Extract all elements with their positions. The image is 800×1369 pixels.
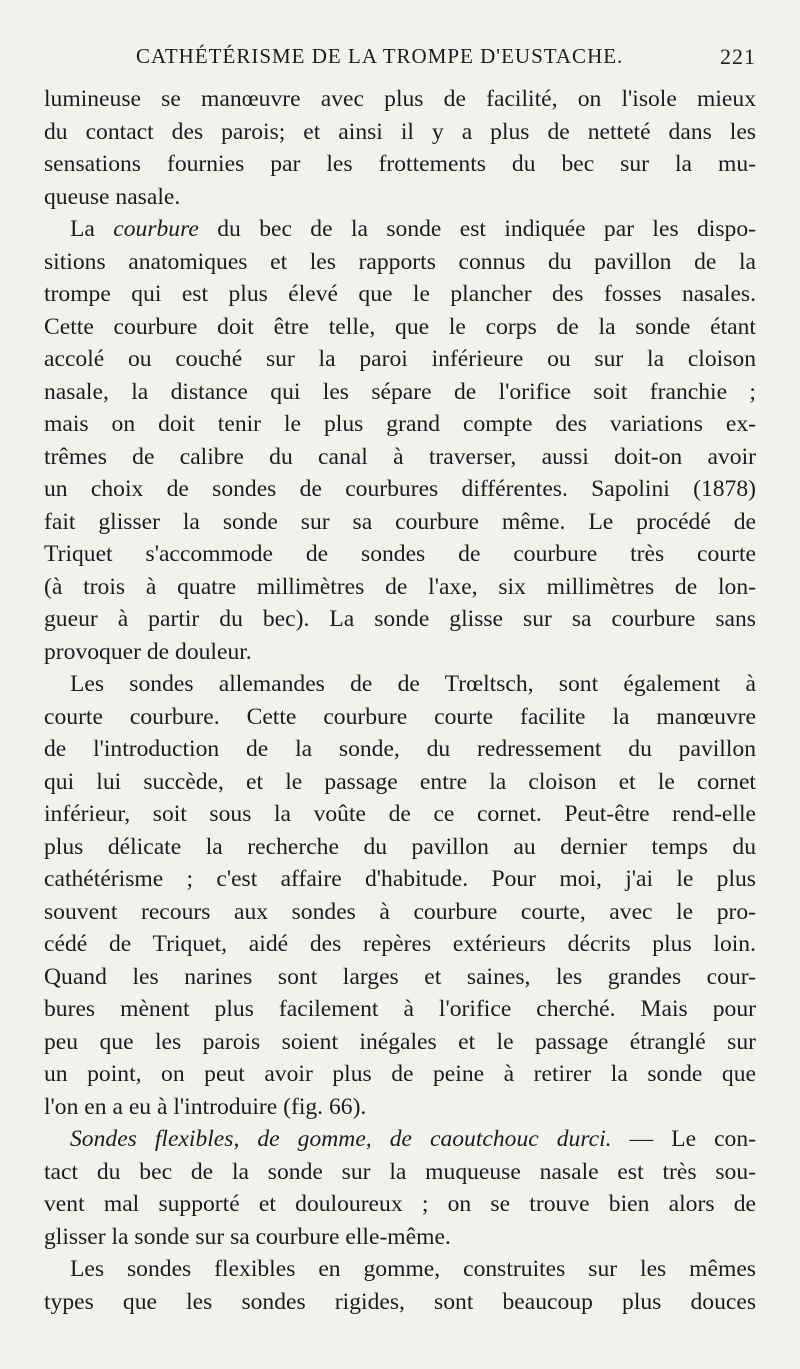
text-line: vent mal supporté et douloureux ; on se trouve bien alors de <box>44 1191 756 1217</box>
running-title: CATHÉTÉRISME DE LA TROMPE D'EUSTACHE. <box>136 44 624 68</box>
text-line: un choix de sondes de courbures différentes. Sapolini (1878) <box>44 476 756 502</box>
text-line: mais on doit tenir le plus grand compte des variations ex- <box>44 411 756 437</box>
text-line: Les sondes allemandes de de Trœltsch, sont également à <box>70 671 756 697</box>
text-line: plus délicate la recherche du pavillon au dernier temps du <box>44 833 756 860</box>
text-line: Quand les narines sont larges et saines, les grandes cour- <box>44 963 756 990</box>
text-line: tact du bec de la sonde sur la muqueuse nasale est très sou- <box>44 1158 756 1185</box>
text-line: lumineuse se manœuvre avec plus de facilité, on l'isole mieux <box>44 86 756 112</box>
text-line: (à trois à quatre millimètres de l'axe, six millimètres de lon- <box>44 573 756 600</box>
italic-term: Sondes flexibles, de gomme, de caoutchouc durci. <box>70 1126 612 1152</box>
text-line-segment: du bec de la sonde est indiquée par les dispo- <box>198 216 756 242</box>
page-header <box>44 40 756 72</box>
text-line: peu que les parois soient inégales et le passage étranglé sur <box>44 1028 756 1055</box>
text-line: nasale, la distance qui les sépare de l'orifice soit franchie ; <box>44 378 756 405</box>
italic-term: courbure <box>113 216 199 242</box>
text-line: bures mènent plus facilement à l'orifice cherché. Mais pour <box>44 996 756 1022</box>
body-text <box>44 83 756 1318</box>
text-line: de l'introduction de la sonde, du redressement du pavillon <box>44 736 756 762</box>
text-line-segment: La <box>70 216 114 242</box>
text-line: fait glisser la sonde sur sa courbure même. Le procédé de <box>44 508 756 535</box>
text-line: du contact des parois; et ainsi il y a plus de netteté dans les <box>44 118 756 145</box>
text-line: l'on en a eu à l'introduire (fig. 66). <box>44 1093 367 1120</box>
text-line <box>44 1123 756 1156</box>
text-line: accolé ou couché sur la paroi inférieure ou sur la cloison <box>44 346 756 372</box>
text-line: gueur à partir du bec). La sonde glisse sur sa courbure sans <box>44 606 756 632</box>
text-line: glisser la sonde sur sa courbure elle-même. <box>44 1223 451 1250</box>
text-line: cathétérisme ; c'est affaire d'habitude. Pour moi, j'ai le plus <box>44 866 756 892</box>
text-line: qui lui succède, et le passage entre la cloison et le cornet <box>44 768 756 795</box>
text-line: Cette courbure doit être telle, que le corps de la sonde étant <box>44 313 756 340</box>
text-line: un point, on peut avoir plus de peine à retirer la sonde que <box>44 1061 756 1087</box>
text-line: cédé de Triquet, aidé des repères extérieurs décrits plus loin. <box>44 931 756 957</box>
text-line: inférieur, soit sous la voûte de ce cornet. Peut-être rend-elle <box>44 801 756 827</box>
text-line: types que les sondes rigides, sont beaucoup plus douces <box>44 1288 756 1315</box>
text-line: Les sondes flexibles en gomme, construites sur les mêmes <box>70 1256 756 1282</box>
page-number: 221 <box>720 44 756 69</box>
text-line: trêmes de calibre du canal à traverser, aussi doit-on avoir <box>44 443 756 470</box>
text-line: queuse nasale. <box>44 183 181 210</box>
text-line <box>44 213 756 246</box>
text-line: provoquer de douleur. <box>44 638 252 665</box>
text-line: Triquet s'accommode de sondes de courbure très courte <box>44 541 756 567</box>
text-line-segment: — Le con- <box>611 1126 756 1152</box>
text-line: sensations fournies par les frottements du bec sur la mu- <box>44 151 756 177</box>
text-line: sitions anatomiques et les rapports connus du pavillon de la <box>44 248 756 275</box>
text-line: courte courbure. Cette courbure courte facilite la manœuvre <box>44 703 756 730</box>
text-line: trompe qui est plus élevé que le plancher des fosses nasales. <box>44 281 756 307</box>
text-line: souvent recours aux sondes à courbure courte, avec le pro- <box>44 898 756 925</box>
